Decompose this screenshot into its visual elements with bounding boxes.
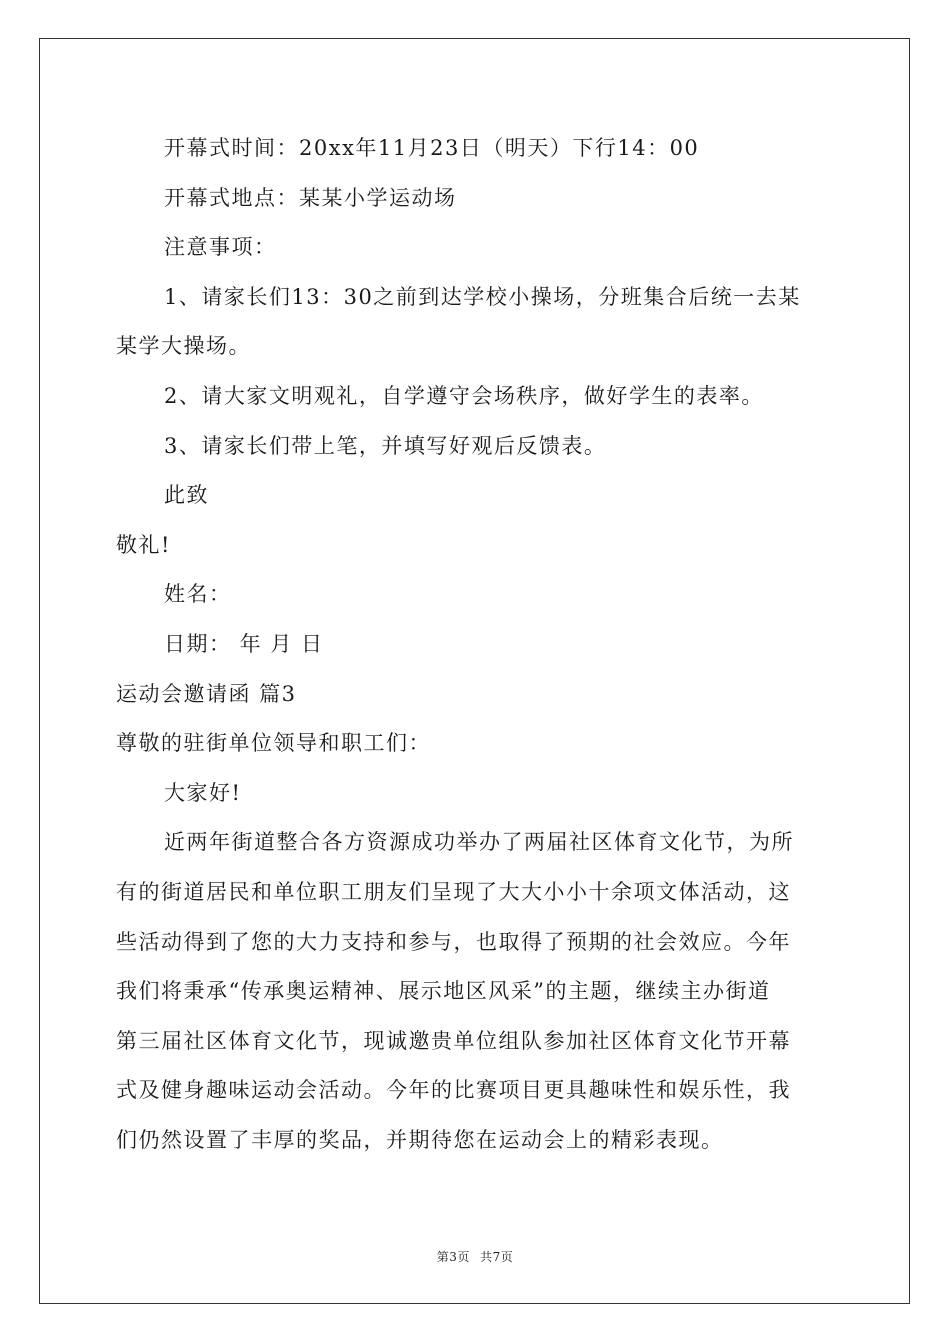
text-line: 些活动得到了您的大力支持和参与，也取得了预期的社会效应。今年 (116, 929, 791, 954)
text-line: 我们将秉承“传承奥运精神、展示地区风采”的主题，继续主办街道 (116, 979, 771, 1004)
text-line: 有的街道居民和单位职工朋友们呈现了大大小小十余项文体活动，这 (116, 879, 791, 904)
text-line: 开幕式地点：某某小学运动场 (164, 185, 457, 210)
text-line: 运动会邀请函 篇3 (116, 681, 297, 706)
page-number: 第3页 (436, 1250, 470, 1264)
document-body (116, 124, 836, 1165)
page-footer (0, 1248, 950, 1265)
text-line: 3、请家长们带上笔，并填写好观后反馈表。 (164, 433, 607, 458)
text-line: 敬礼! (116, 532, 171, 557)
text-line: 日期： 年 月 日 (164, 631, 324, 656)
text-line: 姓名： (164, 582, 232, 607)
text-line: 此致 (164, 483, 209, 508)
text-line: 近两年街道整合各方资源成功举办了两届社区体育文化节，为所 (164, 830, 794, 855)
total-pages: 共7页 (480, 1250, 514, 1264)
text-line: 尊敬的驻街单位领导和职工们： (116, 731, 431, 756)
text-line: 注意事项： (164, 235, 277, 260)
text-line: 第三届社区体育文化节，现诚邀贵单位组队参加社区体育文化节开幕 (116, 1028, 791, 1053)
text-line: 大家好! (164, 780, 242, 805)
text-line: 开幕式时间：20xx年11月23日（明天）下行14：00 (164, 136, 700, 160)
text-line: 1、请家长们13：30之前到达学校小操场，分班集合后统一去某 (164, 284, 801, 309)
text-line: 2、请大家文明观礼，自学遵守会场秩序，做好学生的表率。 (164, 383, 764, 408)
text-line: 某学大操场。 (116, 334, 251, 359)
text-line: 式及健身趣味运动会活动。今年的比赛项目更具趣味性和娱乐性，我 (116, 1078, 791, 1103)
text-line: 们仍然设置了丰厚的奖品，并期待您在运动会上的精彩表现。 (116, 1127, 724, 1152)
